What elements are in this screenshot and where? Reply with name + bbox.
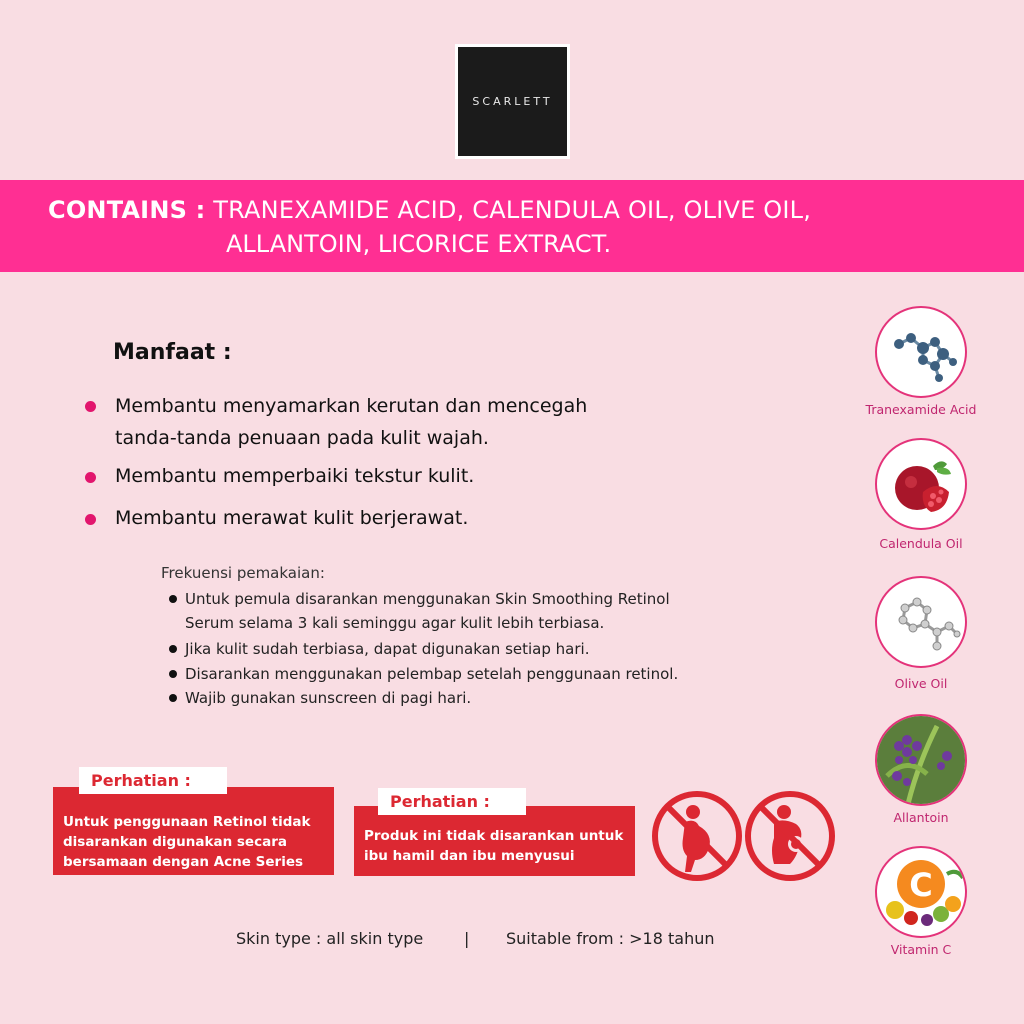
molecule-icon <box>877 578 967 668</box>
frequency-title: Frekuensi pemakaian: <box>161 564 325 582</box>
bullet-dot <box>85 401 96 412</box>
warning-box-retinol <box>53 787 334 875</box>
no-breastfeeding-icon <box>744 790 836 882</box>
calendula-oil-image <box>875 438 967 530</box>
ingredient-label: Tranexamide Acid <box>865 402 977 417</box>
frequency-item-3: Disarankan menggunakan pelembap setelah penggunaan retinol. <box>185 665 679 683</box>
bullet-dot <box>85 514 96 525</box>
olive-oil-image <box>875 576 967 668</box>
benefit-item-2 <box>115 460 474 492</box>
frequency-text: Serum selama 3 kali seminggu agar kulit lebih terbiasa. <box>185 614 605 632</box>
warning-tag: Perhatian : <box>79 767 227 794</box>
ingredient-label: Vitamin C <box>890 942 952 957</box>
suitable-text: Suitable from : >18 tahun <box>506 929 715 948</box>
flower-icon <box>877 716 967 806</box>
no-pregnant-icon <box>651 790 743 882</box>
vitamin-c-icon <box>877 848 967 938</box>
vitamin-c-image <box>875 846 967 938</box>
bullet-dot <box>169 595 177 603</box>
warning-box-pregnancy <box>354 806 635 876</box>
ingredient-label: Allantoin <box>893 810 949 825</box>
ingredient-label: Olive Oil <box>894 676 948 691</box>
benefits-heading: Manfaat : <box>113 340 232 365</box>
svg-text:C: C <box>909 866 933 904</box>
bullet-dot <box>169 670 177 678</box>
footer-separator: | <box>464 929 470 948</box>
benefit-text: Membantu merawat kulit berjerawat. <box>115 507 469 529</box>
contains-line-1 <box>48 196 811 224</box>
warning-text: Untuk penggunaan Retinol tidak <box>63 814 311 830</box>
warning-text: bersamaan dengan Acne Series <box>63 854 304 870</box>
contains-label: CONTAINS : <box>48 196 206 224</box>
frequency-text: Untuk pemula disarankan menggunakan Skin Smoothing Retinol <box>185 590 670 608</box>
benefit-text: Membantu memperbaiki tekstur kulit. <box>115 465 475 487</box>
benefit-text: tanda-tanda penuaan pada kulit wajah. <box>115 427 489 449</box>
bullet-dot <box>169 645 177 653</box>
pomegranate-icon <box>877 440 967 530</box>
tranexamide-acid-image <box>875 306 967 398</box>
skin-type-text: Skin type : all skin type <box>236 929 424 948</box>
benefit-item-3 <box>115 502 468 534</box>
ingredient-label: Calendula Oil <box>879 536 963 551</box>
frequency-item-1 <box>185 587 670 635</box>
frequency-item-2: Jika kulit sudah terbiasa, dapat digunakan setiap hari. <box>185 640 590 658</box>
ingredients-line-2: ALLANTOIN, LICORICE EXTRACT. <box>226 230 612 258</box>
allantoin-image <box>875 714 967 806</box>
bullet-dot <box>169 694 177 702</box>
warning-text: disarankan digunakan secara <box>63 834 287 850</box>
warning-tag: Perhatian : <box>378 788 526 815</box>
warning-text: ibu hamil dan ibu menyusui <box>364 848 575 864</box>
benefit-item-1 <box>115 390 587 454</box>
ingredients-line-1: TRANEXAMIDE ACID, CALENDULA OIL, OLIVE OIL, <box>213 196 812 224</box>
contains-banner <box>0 180 1024 272</box>
brand-name: SCARLETT <box>472 95 553 108</box>
warning-text: Produk ini tidak disarankan untuk <box>364 828 624 844</box>
brand-logo <box>455 44 570 159</box>
frequency-item-4: Wajib gunakan sunscreen di pagi hari. <box>185 689 472 707</box>
molecule-icon <box>877 308 967 398</box>
benefit-text: Membantu menyamarkan kerutan dan mencegah <box>115 395 588 417</box>
bullet-dot <box>85 472 96 483</box>
